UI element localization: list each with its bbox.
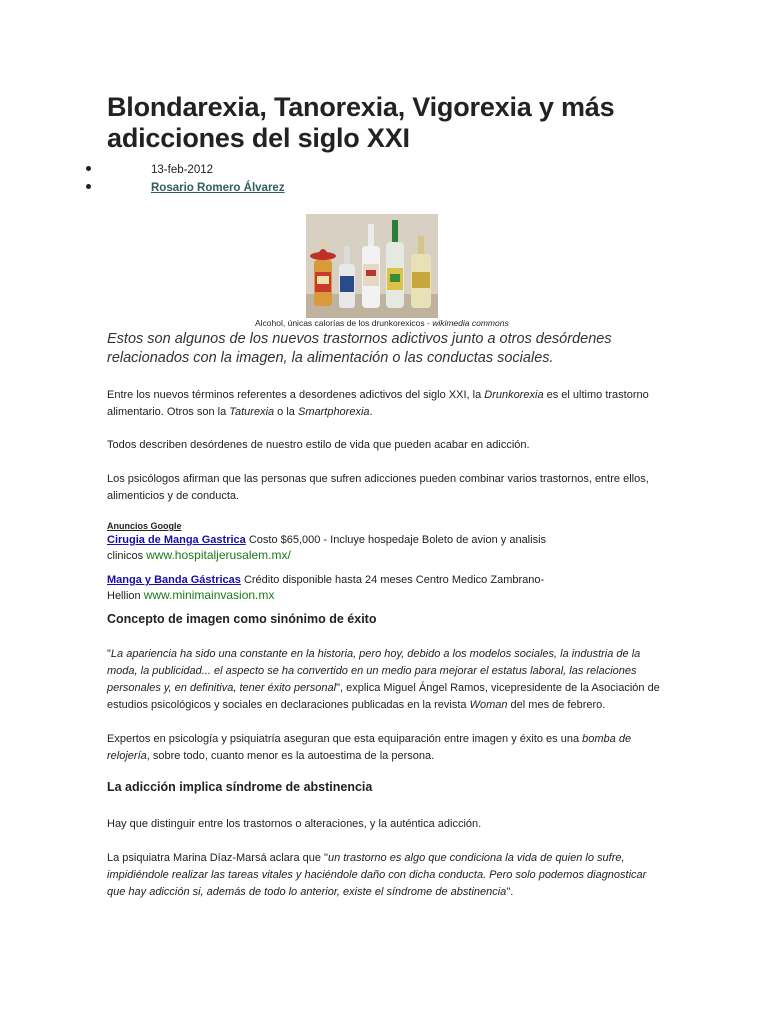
photo-caption xyxy=(255,318,575,328)
ad-1 xyxy=(107,533,577,564)
meta-date-row xyxy=(86,164,486,182)
liquor-bottles-image xyxy=(306,214,438,318)
paragraph-quote-ramos xyxy=(107,646,662,714)
article-lead: Estos son algunos de los nuevos trastornos adictivos junto a otros desórdenes relacionados con la imagen, la alimentación o las conductas sociales. xyxy=(107,331,612,366)
quote-mark: " xyxy=(107,648,111,660)
ads-heading[interactable]: Anuncios Google xyxy=(107,521,182,531)
quote-attribution: ", explica Miguel Ángel Ramos, vicepresidente de la Asociación de estudios psicológicos y sociales en declaraciones publicadas en la revista xyxy=(107,682,660,711)
ad-1-url[interactable]: www.hospitaljerusalem.mx/ xyxy=(146,548,291,562)
p4-text: , sobre todo, cuanto menor es la autoestima de la persona. xyxy=(146,750,435,762)
p1-text: es el ultimo trastorno alimentario. Otros son la xyxy=(107,389,649,418)
paragraph-5: Hay que distinguir entre los trastornos o alteraciones, y la auténtica adicción. xyxy=(107,818,482,830)
ad-2 xyxy=(107,573,577,604)
p1-term-drunkorexia: Drunkorexia xyxy=(484,389,544,401)
article-photo xyxy=(306,214,438,318)
ad-2-url[interactable]: www.minimainvasion.mx xyxy=(143,588,275,602)
caption-text: Alcohol, únicas calorías de los drunkorexicos - xyxy=(255,318,430,328)
magazine-name: Woman xyxy=(469,699,508,711)
ad-2-text: Crédito disponible hasta 24 meses Centro Medico Zambrano-Hellion xyxy=(107,574,545,602)
meta-author-row xyxy=(86,182,486,200)
p4-text: Expertos en psicología y psiquiatría aseguran que esta equiparación entre imagen y éxito es una xyxy=(107,733,583,745)
paragraph-6 xyxy=(107,850,662,901)
p6-quote: un trastorno es algo que condiciona la vida de quien lo sufre, impidiéndole realizar las tareas vitales y haciéndole daño con dicha conducta. Pero solo podemos diagnosticar que hay adicción si, además de todo lo anterior, existe el síndrome de abstinencia xyxy=(107,852,647,898)
p1-text: . xyxy=(369,406,373,418)
ad-2-link[interactable]: Manga y Banda Gástricas xyxy=(107,574,241,586)
section-heading-image: Concepto de imagen como sinónimo de éxito xyxy=(107,612,377,626)
bullet-icon xyxy=(86,166,91,171)
p6-text-end: ". xyxy=(506,886,514,898)
bullet-icon xyxy=(86,184,91,189)
p1-term-taturexia: Taturexia xyxy=(229,406,275,418)
quote-text: La apariencia ha sido una constante en la historia, pero hoy, debido a los modelos sociales, la industria de la moda, la publicidad... el aspecto se ha convertido en un medio para mejorar el estatus laboral, las relaciones personales y, en definitiva, tener éxito personal xyxy=(107,648,641,694)
p1-text: o la xyxy=(274,406,298,418)
p4-italic: bomba de relojería xyxy=(107,733,632,762)
p1-term-smartphorexia: Smartphorexia xyxy=(297,406,370,418)
p1-text: Entre los nuevos términos referentes a desordenes adictivos del siglo XXI, la xyxy=(107,389,485,401)
paragraph-2: Todos describen desórdenes de nuestro estilo de vida que pueden acabar en adicción. xyxy=(107,439,530,451)
author-link[interactable]: Rosario Romero Álvarez xyxy=(151,182,285,194)
paragraph-1 xyxy=(107,387,662,421)
caption-credit: wikimedia commons xyxy=(432,318,509,328)
section-heading-abstinence: La adicción implica síndrome de abstinencia xyxy=(107,780,373,794)
ad-1-link[interactable]: Cirugia de Manga Gastrica xyxy=(107,534,246,546)
article-date: 13-feb-2012 xyxy=(151,164,214,176)
paragraph-4 xyxy=(107,731,662,765)
article-title: Blondarexia, Tanorexia, Vigorexia y más adicciones del siglo XXI xyxy=(107,92,615,153)
ad-1-text: Costo $65,000 - Incluye hospedaje Boleto de avion y analisis clinicos xyxy=(107,534,547,562)
article-meta xyxy=(86,164,486,200)
quote-attribution-end: del mes de febrero. xyxy=(507,699,606,711)
paragraph-3: Los psicólogos afirman que las personas que sufren adicciones pueden combinar varios trastornos, entre ellos, alimenticios y de conducta. xyxy=(107,473,649,502)
p6-text: La psiquiatra Marina Díaz-Marsá aclara que " xyxy=(107,852,328,864)
